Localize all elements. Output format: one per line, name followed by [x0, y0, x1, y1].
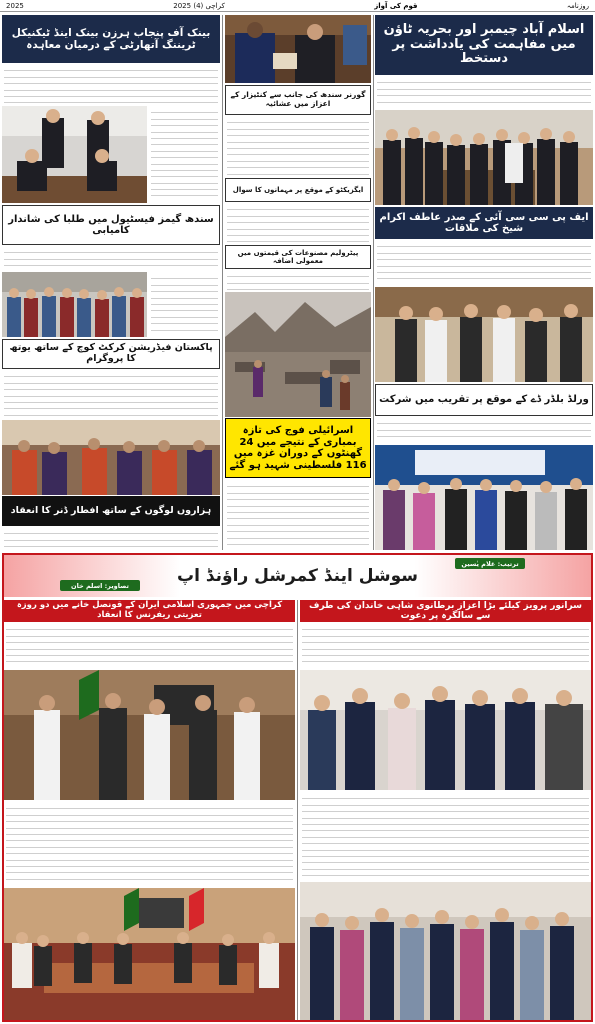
headline-right-2: ایف پی سی سی آئی کے صدر عاطف اکرام شیخ کی ملاقات: [375, 207, 593, 239]
headline-bottom-right: سرانور پرویز کیلئے بڑا اعزاز برطانوی شاہی خاندان کی طرف سے سالگرہ پر دعوت: [300, 600, 591, 622]
headline-top-left: بینک آف پنجاب ہرزن بینک اینڈ ٹیکنیکل ٹریننگ آتھارٹی کے درمیان معاہدہ: [2, 15, 220, 63]
article-body: [225, 203, 371, 243]
photo-students-group: [2, 272, 147, 337]
headline-left-2: سندھ گیمز فیسٹیول میں طلبا کی شاندار کامیابی: [2, 205, 220, 245]
article-body: [149, 272, 220, 337]
headline-bottom-left: کراچی میں جمہوری اسلامی ایران کے قونصل خانے میں دو روزہ تعزیتی ریفرنس کا انعقاد: [4, 600, 295, 622]
article-body: [300, 623, 591, 668]
article-body: [2, 64, 220, 104]
photo-signing-ceremony: [375, 110, 593, 205]
photo-large-group: [300, 882, 591, 1020]
photo-bank-signing: [2, 106, 147, 203]
headline-top-right: اسلام آباد چیمبر اور بحریہ ٹاؤن میں مفاہمت کی یادداشت پر دستخط: [375, 15, 593, 75]
photo-consulate-hall: [4, 888, 295, 1020]
masthead: [0, 0, 595, 12]
photo-consulate-visit: [4, 670, 295, 800]
article-body: [300, 792, 591, 880]
article-body: [225, 270, 371, 290]
photo-community-gathering: [2, 420, 220, 495]
photo-meeting-group: [375, 287, 593, 382]
article-body: [375, 240, 593, 285]
article-body: [375, 417, 593, 443]
masthead-center: کراچی (4) 2025: [173, 1, 225, 10]
headline-right-3: ورلڈ بلڈر ڈے کے موقع پر تقریب میں شرکت: [375, 384, 593, 416]
photo-reception-group: [300, 670, 591, 790]
section-banner: سوشل اینڈ کمرشل راؤنڈ اپ: [4, 555, 591, 597]
article-body: [2, 370, 220, 418]
headline-center-yellow: اسرائیلی فوج کی تازہ بمباری کے نتیجے میں 24 گھنٹوں کے دوران غزہ میں 116 فلسطینی شہید ہو گئے: [225, 418, 371, 478]
masthead-prefix: روزنامہ: [566, 1, 589, 10]
photo-handshake: [225, 15, 371, 83]
section-tag-left: تصاویر: اسلم خان: [60, 580, 140, 591]
article-body: [4, 623, 295, 668]
article-body: [225, 116, 371, 176]
article-body: [375, 76, 593, 108]
photo-gaza-rubble: [225, 292, 371, 417]
article-body: [225, 480, 371, 550]
article-body: [2, 246, 220, 270]
photo-event-stage: [375, 445, 593, 550]
article-body: [4, 802, 295, 886]
headline-center-1: گورنر سندھ کی جانب سے کنٹیزار کے اعزاز میں عشائیہ: [225, 85, 371, 115]
masthead-date: 2025: [6, 1, 24, 10]
article-body: [149, 106, 220, 203]
headline-center-2: ایگزیکٹو کے موقع پر مہمانوں کا سوال: [225, 178, 371, 202]
headline-center-3: پیٹرولیم مصنوعات کی قیمتوں میں معمولی اضافہ: [225, 245, 371, 269]
section-tag-right: ترتیب: غلام یٰسین: [455, 558, 525, 569]
headline-left-3: پاکستان فیڈریشن کرکٹ کوچ کے ساتھ یوتھ کا پروگرام: [2, 339, 220, 369]
headline-left-4: ہزاروں لوگوں کے ساتھ افطار ڈنر کا انعقاد: [2, 496, 220, 526]
masthead-brand: قوم کی آواز: [374, 1, 418, 10]
article-body: [2, 527, 220, 550]
